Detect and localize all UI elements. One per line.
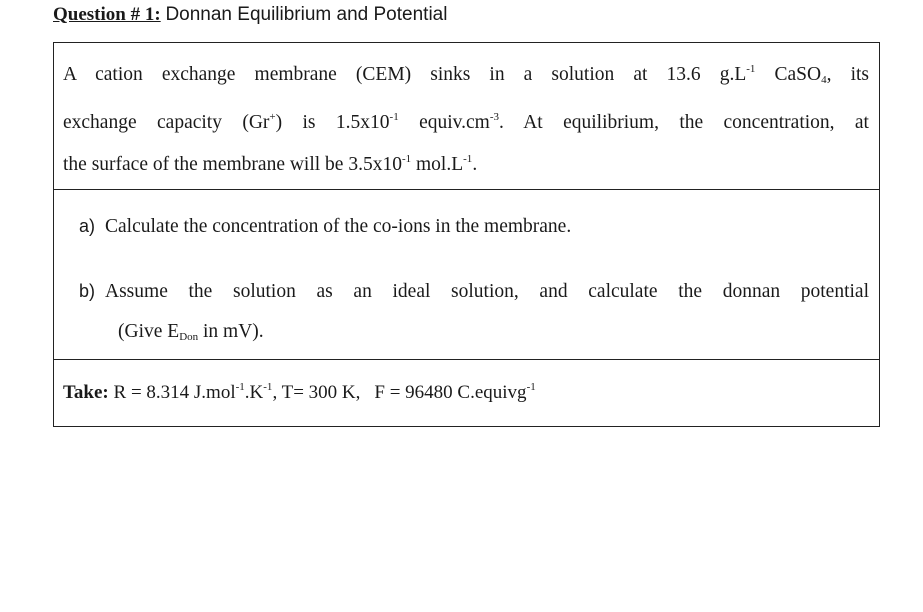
intro-text: , its: [826, 64, 869, 85]
part-a-text: Calculate the concentration of the co-ions in the membrane.: [105, 216, 572, 237]
superscript: -1: [235, 381, 245, 393]
constant-text: F = 96480 C.equivg: [374, 382, 527, 403]
question-heading: [53, 4, 447, 26]
intro-text: . At equilibrium, the concentration, at: [499, 112, 869, 133]
intro-line-1: [63, 64, 869, 86]
part-b-line-2: [118, 321, 264, 343]
intro-text: mol.L: [411, 154, 464, 175]
part-b-text: (Give E: [118, 321, 180, 342]
take-label: Take:: [63, 382, 109, 403]
constant-text: , T= 300 K,: [272, 382, 361, 403]
part-b-text: Assume the solution as an ideal solution, and calculate the donnan potential: [105, 281, 869, 302]
part-b-marker: b): [79, 281, 96, 301]
section-divider: [54, 359, 879, 360]
intro-text: CaSO: [755, 64, 822, 85]
subscript: 4: [821, 74, 827, 86]
intro-text: ) is 1.5x10: [275, 112, 390, 133]
subscript: Don: [179, 331, 199, 343]
part-b-line-1: [79, 281, 869, 303]
section-divider: [54, 189, 879, 190]
given-constants: [63, 382, 536, 404]
part-b-text: in mV).: [198, 321, 264, 342]
intro-text: A cation exchange membrane (CEM) sinks in a solution at 13.6 g.L: [63, 64, 747, 85]
superscript: -1: [263, 381, 273, 393]
superscript: -1: [526, 381, 536, 393]
intro-line-2: [63, 112, 869, 134]
intro-line-3: [63, 154, 869, 176]
superscript: -1: [389, 111, 399, 123]
part-a: [79, 216, 571, 238]
intro-text: .: [472, 154, 478, 175]
superscript: -1: [746, 63, 756, 75]
part-a-marker: a): [79, 216, 96, 236]
question-box: [53, 42, 880, 427]
intro-text: the surface of the membrane will be 3.5x10: [63, 154, 402, 175]
constant-text: .K: [244, 382, 264, 403]
intro-text: exchange capacity (Gr: [63, 112, 270, 133]
question-number: Question # 1:: [53, 4, 161, 25]
question-title: Donnan Equilibrium and Potential: [165, 4, 448, 25]
superscript: -1: [463, 153, 473, 165]
superscript: -3: [489, 111, 500, 123]
superscript: -1: [401, 153, 412, 165]
constant-text: R = 8.314 J.mol: [108, 382, 236, 403]
intro-text: equiv.cm: [398, 112, 490, 133]
superscript: +: [269, 111, 276, 123]
